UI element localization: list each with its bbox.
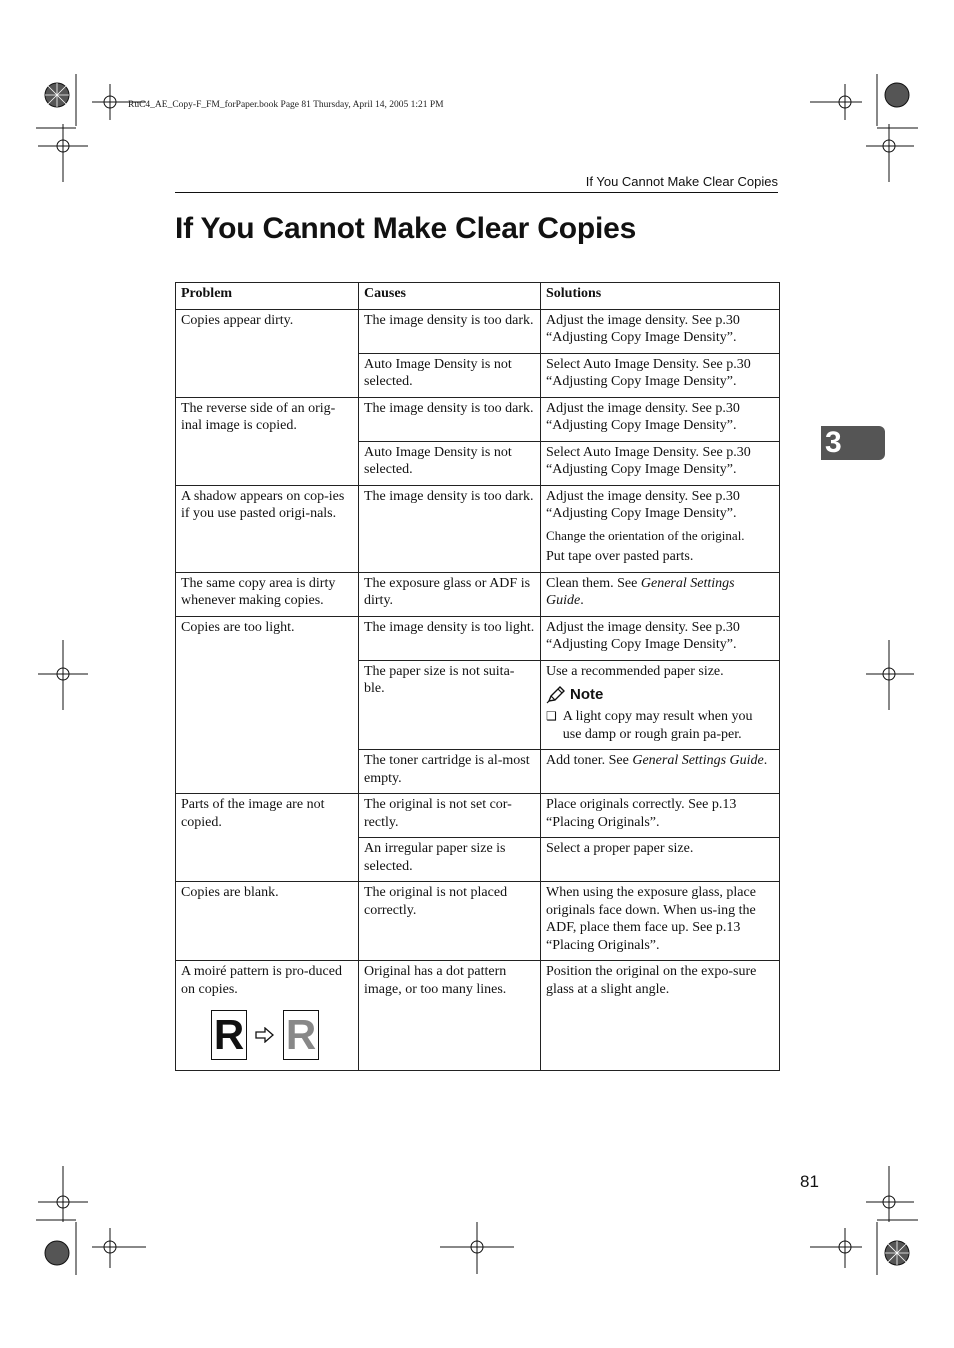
table-row (176, 882, 780, 961)
solution-cell (541, 572, 780, 616)
cause-cell: The original is not set cor-rectly. (359, 794, 541, 838)
chapter-tab (821, 426, 885, 460)
solution-cell (541, 485, 780, 572)
table-row (176, 397, 780, 441)
solution-cell: Select Auto Image Density. See p.30 “Adjusting Copy Image Density”. (541, 353, 780, 397)
problem-cell: Copies are too light. (176, 616, 359, 794)
solution-cell: Adjust the image density. See p.30 “Adjusting Copy Image Density”. (541, 397, 780, 441)
original-r-sample: R (211, 1010, 247, 1060)
cause-cell: The toner cartridge is al-most empty. (359, 750, 541, 794)
header-problem: Problem (176, 283, 359, 310)
header-solutions: Solutions (541, 283, 780, 310)
guide-reference: General Settings Guide (546, 575, 735, 608)
solution-cell (541, 750, 780, 794)
hollow-arrow-icon (255, 1027, 275, 1043)
running-header: If You Cannot Make Clear Copies (585, 174, 778, 189)
checkbox-icon: ❑ (546, 709, 557, 723)
note-label: Note (570, 686, 604, 704)
table-row (176, 572, 780, 616)
table-header-row (176, 283, 780, 310)
solution-cell: Select a proper paper size. (541, 838, 780, 882)
cause-cell: Auto Image Density is not selected. (359, 353, 541, 397)
note-text: A light copy may result when you use damp or rough grain pa-per. (562, 709, 753, 742)
note-item (546, 708, 774, 743)
solution-cell: When using the exposure glass, place originals face down. When us-ing the ADF, place them face up. See p.13 “Placing Originals”. (541, 882, 780, 961)
problem-cell: Copies are blank. (176, 882, 359, 961)
cause-cell: The original is not placed correctly. (359, 882, 541, 961)
header-rule (175, 192, 778, 193)
note-heading (546, 686, 774, 704)
chapter-tab-number: 3 (825, 426, 842, 459)
solution-text: Clean them. See (546, 575, 641, 591)
cause-cell: The exposure glass or ADF is dirty. (359, 572, 541, 616)
cause-cell: The image density is too dark. (359, 485, 541, 572)
problem-cell: The reverse side of an orig-inal image is copied. (176, 397, 359, 485)
solution-cell: Adjust the image density. See p.30 “Adjusting Copy Image Density”. (541, 309, 780, 353)
cause-cell: The image density is too light. (359, 616, 541, 660)
solution-text-end: . (763, 753, 768, 768)
moire-r-sample: R (283, 1010, 319, 1060)
problem-cell: Parts of the image are not copied. (176, 794, 359, 882)
cause-cell: Auto Image Density is not selected. (359, 441, 541, 485)
table-row (176, 961, 780, 1071)
cause-cell: The paper size is not suita-ble. (359, 660, 541, 750)
moire-illustration (211, 1010, 353, 1060)
solution-text: Change the orientation of the original. (546, 527, 745, 543)
solution-text: Add toner. See (546, 753, 633, 768)
cause-cell: An irregular paper size is selected. (359, 838, 541, 882)
table-row (176, 309, 780, 353)
cause-cell: Original has a dot pattern image, or too many lines. (359, 961, 541, 1071)
cause-cell: The image density is too dark. (359, 397, 541, 441)
pencil-icon (546, 686, 566, 704)
solution-cell: Position the original on the expo-sure glass at a slight angle. (541, 961, 780, 1071)
print-slug: RuC4_AE_Copy-F_FM_forPaper.book Page 81 Thursday, April 14, 2005 1:21 PM (128, 100, 444, 110)
problem-text: A moiré pattern is pro-duced on copies. (181, 964, 342, 997)
problem-cell: A shadow appears on cop-ies if you use pasted origi-nals. (176, 485, 359, 572)
solution-text: Adjust the image density. See p.30 “Adjusting Copy Image Density”. (546, 488, 740, 521)
solution-cell: Adjust the image density. See p.30 “Adjusting Copy Image Density”. (541, 616, 780, 660)
solution-cell: Place originals correctly. See p.13 “Placing Originals”. (541, 794, 780, 838)
table-row (176, 794, 780, 838)
solution-text: Put tape over pasted parts. (546, 549, 694, 564)
troubleshooting-table (175, 282, 780, 1071)
solution-cell (541, 660, 780, 750)
page-number: 81 (800, 1172, 819, 1191)
table-row (176, 616, 780, 660)
problem-cell: The same copy area is dirty whenever making copies. (176, 572, 359, 616)
solution-text-end: . (580, 593, 584, 608)
header-causes: Causes (359, 283, 541, 310)
solution-text: Use a recommended paper size. (546, 663, 724, 679)
page-title: If You Cannot Make Clear Copies (175, 212, 637, 245)
solution-cell: Select Auto Image Density. See p.30 “Adjusting Copy Image Density”. (541, 441, 780, 485)
problem-cell: Copies appear dirty. (176, 309, 359, 397)
problem-cell (176, 961, 359, 1071)
table-row (176, 485, 780, 572)
guide-reference: General Settings Guide (632, 753, 764, 768)
cause-cell: The image density is too dark. (359, 309, 541, 353)
